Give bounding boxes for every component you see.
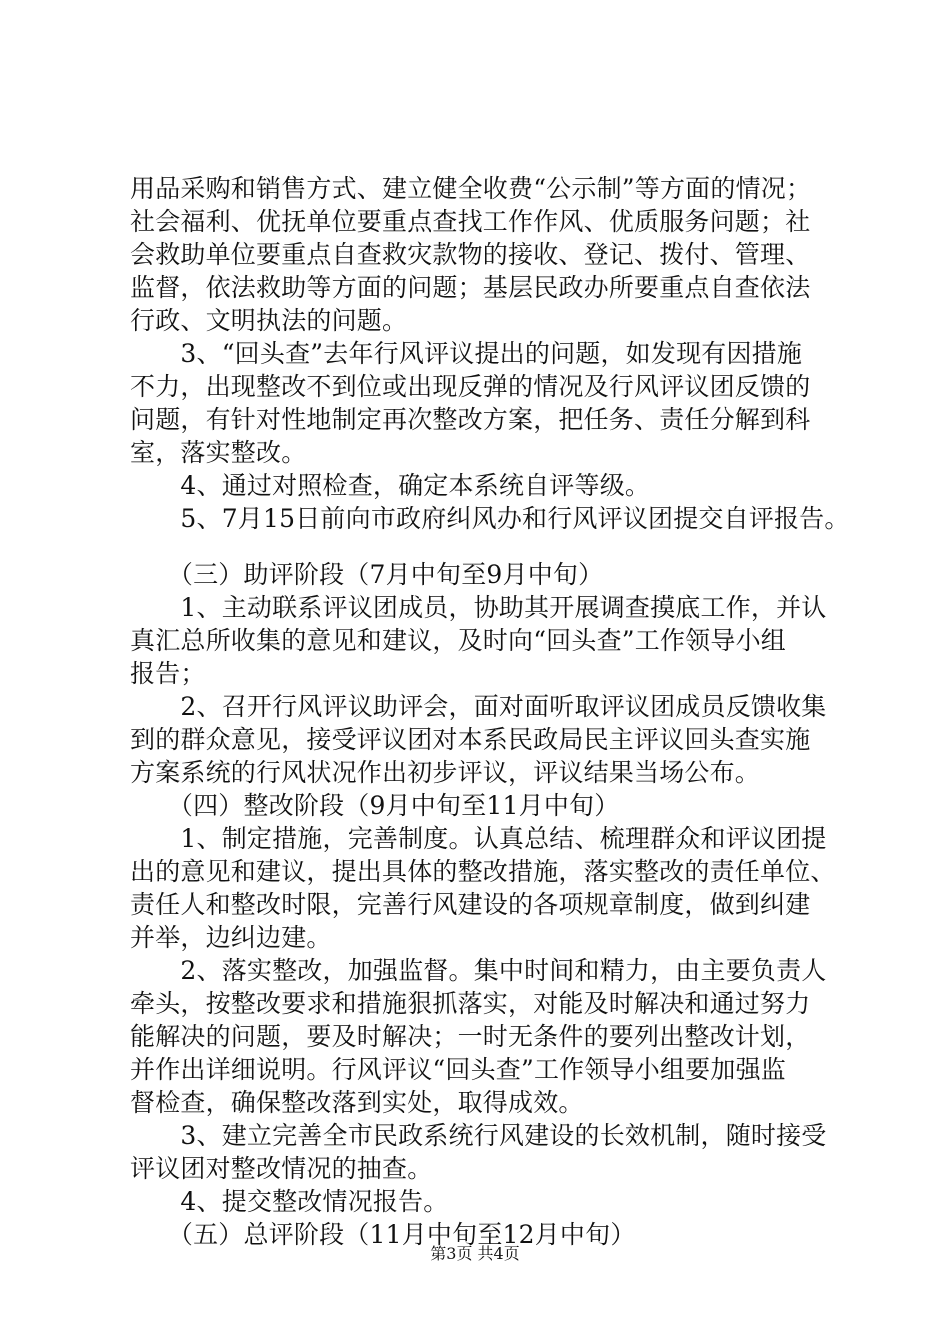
- body-line: 2、落实整改，加强监督。集中时间和精力，由主要负责人: [130, 956, 827, 985]
- body-line: 真汇总所收集的意见和建议，及时向“回头查”工作领导小组: [130, 626, 786, 655]
- body-line: 方案系统的行风状况作出初步评议，评议结果当场公布。: [130, 758, 761, 787]
- page-footer: 第3页 共4页: [430, 1244, 520, 1263]
- body-line: 出的意见和建议，提出具体的整改措施，落实整改的责任单位、: [130, 857, 836, 886]
- body-line: 用品采购和销售方式、建立健全收费“公示制”等方面的情况；: [130, 174, 812, 203]
- body-line: 不力，出现整改不到位或出现反弹的情况及行风评议团反馈的: [130, 372, 811, 401]
- body-line: 问题，有针对性地制定再次整改方案，把任务、责任分解到科: [130, 405, 811, 434]
- section-heading: （四）整改阶段（9月中旬至11月中旬）: [130, 791, 620, 820]
- section-heading: （五）总评阶段（11月中旬至12月中旬）: [130, 1220, 636, 1249]
- body-line: 并作出详细说明。行风评议“回头查”工作领导小组要加强监: [130, 1055, 786, 1084]
- body-line: 1、制定措施，完善制度。认真总结、梳理群众和评议团提: [130, 824, 827, 853]
- body-line: 会救助单位要重点自查救灾款物的接收、登记、拨付、管理、: [130, 240, 811, 269]
- body-line: 室，落实整改。: [130, 438, 307, 467]
- body-line: 1、主动联系评议团成员，协助其开展调查摸底工作，并认: [130, 593, 827, 622]
- body-line: 5、7月15日前向市政府纠风办和行风评议团提交自评报告。: [130, 504, 850, 533]
- body-line: 3、“回头查”去年行风评议提出的问题，如发现有因措施: [130, 339, 803, 368]
- body-line: 4、提交整改情况报告。: [130, 1187, 449, 1216]
- body-line: 2、召开行风评议助评会，面对面听取评议团成员反馈收集: [130, 692, 827, 721]
- body-line: 到的群众意见，接受评议团对本系民政局民主评议回头查实施: [130, 725, 811, 754]
- body-line: 社会福利、优抚单位要重点查找工作作风、优质服务问题；社: [130, 207, 811, 236]
- body-line: 行政、文明执法的问题。: [130, 306, 408, 335]
- body-line: 4、通过对照检查，确定本系统自评等级。: [130, 471, 651, 500]
- body-line: 评议团对整改情况的抽查。: [130, 1154, 433, 1183]
- body-line: 能解决的问题，要及时解决；一时无条件的要列出整改计划，: [130, 1022, 811, 1051]
- body-line: 报告；: [130, 659, 206, 688]
- body-line: 监督，依法救助等方面的问题；基层民政办所要重点自查依法: [130, 273, 811, 302]
- body-line: 督检查，确保整改落到实处，取得成效。: [130, 1088, 584, 1117]
- body-line: 牵头，按整改要求和措施狠抓落实，对能及时解决和通过努力: [130, 989, 811, 1018]
- section-heading: （三）助评阶段（7月中旬至9月中旬）: [130, 560, 604, 589]
- body-line: 并举，边纠边建。: [130, 923, 332, 952]
- body-line: 3、建立完善全市民政系统行风建设的长效机制，随时接受: [130, 1121, 827, 1150]
- body-line: 责任人和整改时限，完善行风建设的各项规章制度，做到纠建: [130, 890, 811, 919]
